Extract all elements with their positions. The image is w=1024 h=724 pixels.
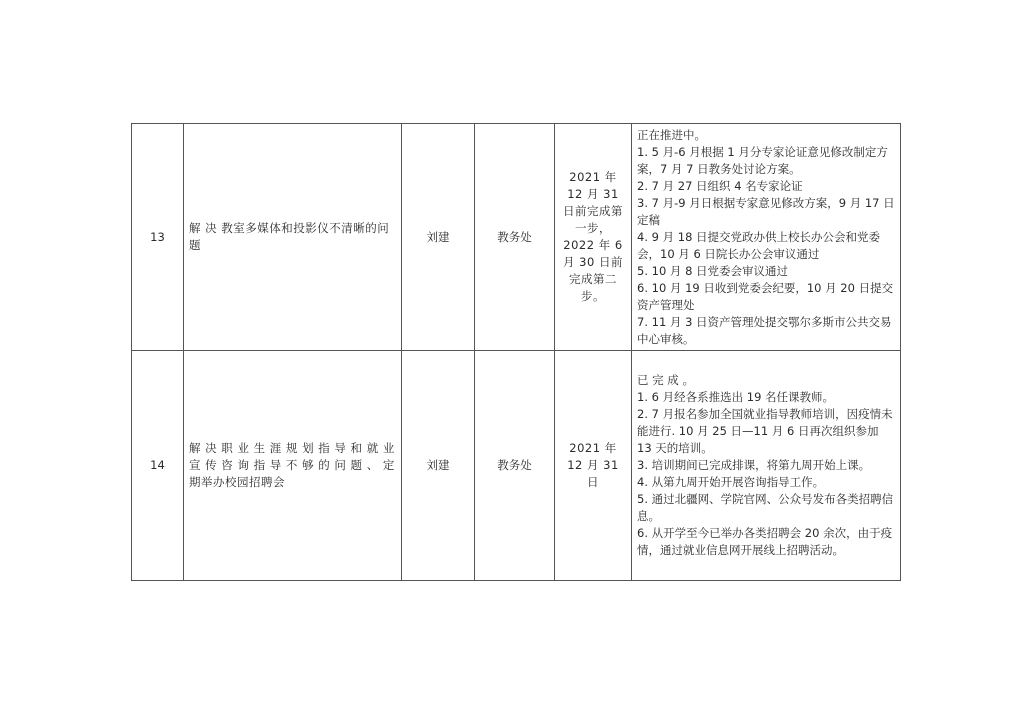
progress-item: 5. 通过北疆网、学院官网、公众号发布各类招聘信息。 bbox=[637, 492, 894, 523]
row-number: 13 bbox=[132, 124, 184, 351]
progress-item: 1. 5 月-6 月根据 1 月分专家论证意见修改制定方案，7 月 7 日教务处讨论方案。 bbox=[637, 144, 888, 176]
progress-item: 3. 培训期间已完成排课，将第九周开始上课。 bbox=[637, 458, 871, 472]
progress-item: 6. 从开学至今已举办各类招聘会 20 余次，由于疫情，通过就业信息网开展线上招聘活动。 bbox=[637, 526, 893, 557]
progress-item: 3. 7 月-9 月日根据专家意见修改方案，9 月 17 日定稿 bbox=[637, 195, 895, 227]
progress-cell bbox=[632, 124, 901, 351]
deadline: 2021 年 12 月 31 日前完成第一步，2022 年 6 月 30 日前完成第二步。 bbox=[555, 124, 632, 351]
task-description: 解 决 教室多媒体和投影仪不清晰的问题 bbox=[184, 124, 402, 351]
progress-item: 6. 10 月 19 日收到党委会纪要，10 月 20 日提交资产管理处 bbox=[637, 280, 894, 312]
progress-item: 1. 6 月经各系推选出 19 名任课教师。 bbox=[637, 390, 835, 404]
table-row bbox=[132, 124, 901, 351]
table-row bbox=[132, 351, 901, 581]
progress-item: 7. 11 月 3 日资产管理处提交鄂尔多斯市公共交易中心审核。 bbox=[637, 314, 892, 346]
progress-status: 正在推进中。 bbox=[637, 127, 706, 142]
deadline: 2021 年 12 月 31 日 bbox=[555, 351, 632, 581]
responsible-department: 教务处 bbox=[475, 351, 555, 581]
progress-item: 5. 10 月 8 日党委会审议通过 bbox=[637, 263, 789, 278]
progress-item: 4. 9 月 18 日提交党政办供上校长办公会和党委会，10 月 6 日院长办公会审议通过 bbox=[637, 229, 881, 261]
progress-status: 已 完 成 。 bbox=[637, 373, 694, 387]
responsible-person: 刘建 bbox=[402, 351, 475, 581]
progress-table bbox=[131, 123, 901, 581]
responsible-department: 教务处 bbox=[475, 124, 555, 351]
row-number: 14 bbox=[132, 351, 184, 581]
progress-item: 4. 从第九周开始开展咨询指导工作。 bbox=[637, 475, 825, 489]
progress-cell bbox=[632, 351, 901, 581]
progress-item: 2. 7 月报名参加全国就业指导教师培训，因疫情未能进行. 10 月 25 日—11 月 6 日再次组织参加 13 天的培训。 bbox=[637, 407, 893, 455]
task-description: 解 决 职 业 生 涯 规 划 指 导 和 就 业 宣 传 咨 询 指 导 不 够 的 问 题 、 定期举办校园招聘会 bbox=[184, 351, 402, 581]
responsible-person: 刘建 bbox=[402, 124, 475, 351]
progress-item: 2. 7 月 27 日组织 4 名专家论证 bbox=[637, 178, 803, 193]
